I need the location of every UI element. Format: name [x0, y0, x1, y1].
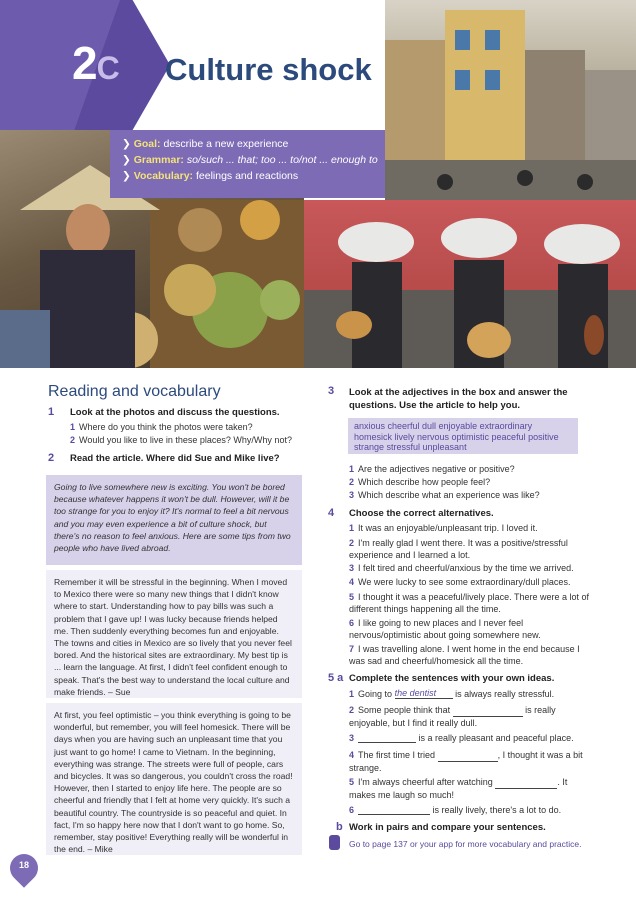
article-mike: At first, you feel optimistic – you think everything is going to be wonderful, but remember, you will feel homesick. There will be days when you are having such an unpleasant time that you just want to go home! I came to Vietnam. In the beginning, everything was strange. The streets were full of people, cars and bicycles. It was so dangerous, you couldn't cross the road! However, then I started to enjoy life here. The people are so cheerful and friendly that I felt at home very quickly. It's such a beautiful country. The countryside is so peaceful and quiet. In fact, I'm so happy here now that I don't want to go home. So, remember, stay positive! Everything really will be wonderful in the end. – Mike: [46, 703, 302, 855]
article-intro: Going to live somewhere new is exciting. You won't be bored because whatever happens it won't be dull. However, will it be too strange for you to enjoy it? It's normal to feel a bit nervous and you may even experience a bit of culture shock, but there's no reason to feel anxious. Here are some tips from two people who have lived abroad.: [46, 475, 302, 565]
q4-item: 4 We were lucky to see some extraordinary/dull places.: [349, 577, 571, 587]
vocabulary-row: ❯ Vocabulary: feelings and reactions: [122, 170, 299, 182]
q4-item: 3 I felt tired and cheerful/anxious by the time we arrived.: [349, 563, 574, 573]
app-note: Go to page 137 or your app for more vocabulary and practice.: [349, 839, 582, 849]
q4-instruction: Choose the correct alternatives.: [349, 508, 494, 519]
q5-item: 5 I'm always cheerful after watching . It makes me laugh so much!: [349, 777, 568, 800]
article-sue: Remember it will be stressful in the beginning. When I moved to Mexico there were so many new things that I didn't know where to start. Understanding how to pay bills was such a problem that I gave up! I was lucky because friends helped me. Then suddenly everything becomes fun and enjoyable. The towns and cities in Mexico are so lively that you never feel bored. And the historical sites are extraordinary. My best tip is ... learn the language. At first, I didn't feel confident enough to speak. That's the best way to understand the local culture and make friends. – Sue: [46, 570, 302, 698]
goals-box: [110, 130, 385, 198]
q4-item: 5 I thought it was a peaceful/lively place. There were a lot of different things happening all the time.: [349, 592, 589, 614]
grammar-row: ❯ Grammar: so/such ... that; too ... to/not ... enough to: [122, 154, 378, 166]
lesson-number: 2C: [72, 37, 119, 89]
q3-instruction: Look at the adjectives in the box and answer the questions. Use the article to help you.: [349, 387, 568, 411]
q3-item: 1 Are the adjectives negative or positive?: [349, 464, 515, 474]
q2-number: 2: [48, 452, 55, 464]
q5-item: 3 is a really pleasant and peaceful place.: [349, 733, 574, 743]
q4-item: 2 I'm really glad I went there. It was a positive/stressful experience and I learned a lot.: [349, 538, 568, 560]
adjective-box: anxious cheerful dull enjoyable extraordinary homesick lively nervous optimistic peaceful positive strange stressful unpleasant: [348, 418, 578, 454]
q1-item: 1 Where do you think the photos were taken?: [70, 422, 253, 432]
q1-number: 1: [48, 406, 55, 418]
lesson-title: Culture shock: [165, 52, 372, 87]
q3-number: 3: [328, 385, 335, 397]
q5a-number: 5 a: [328, 672, 344, 684]
example-answer: the dentist: [394, 688, 437, 698]
q5-item: 1 Going to the dentist is always really stressful.: [349, 688, 555, 699]
q4-item: 7 I was travelling alone. I went home in the end because I was sad and cheerful/homesick all the time.: [349, 644, 580, 666]
q5-item: 2 Some people think that is really enjoyable, but I find it really dull.: [349, 705, 556, 728]
q4-number: 4: [328, 507, 335, 519]
q5a-instruction: Complete the sentences with your own ideas.: [349, 673, 555, 684]
q2-instruction: Read the article. Where did Sue and Mike live?: [70, 453, 280, 464]
q3-item: 2 Which describe how people feel?: [349, 477, 491, 487]
goal-row: ❯ Goal: describe a new experience: [122, 138, 289, 150]
phone-app-icon: [329, 835, 340, 850]
q5b-instruction: Work in pairs and compare your sentences.: [349, 822, 546, 833]
q5b-number: b: [336, 821, 343, 833]
q1-item: 2 Would you like to live in these places? Why/Why not?: [70, 435, 292, 445]
q4-item: 1 It was an enjoyable/unpleasant trip. I loved it.: [349, 523, 538, 533]
photo-mariachi-band: [304, 200, 636, 368]
q1-instruction: Look at the photos and discuss the questions.: [70, 407, 280, 418]
q5-item: 6 is really lively, there's a lot to do.: [349, 805, 562, 815]
q3-item: 3 Which describe what an experience was like?: [349, 490, 540, 500]
page-number: 18: [18, 860, 29, 870]
q4-item: 6 I like going to new places and I never feel nervous/optimistic about going somewhere new.: [349, 618, 541, 640]
section-heading: Reading and vocabulary: [48, 383, 221, 400]
q5-item: 4 The first time I tried , I thought it was a bit strange.: [349, 750, 583, 773]
photo-hanoi-street: [385, 0, 636, 200]
